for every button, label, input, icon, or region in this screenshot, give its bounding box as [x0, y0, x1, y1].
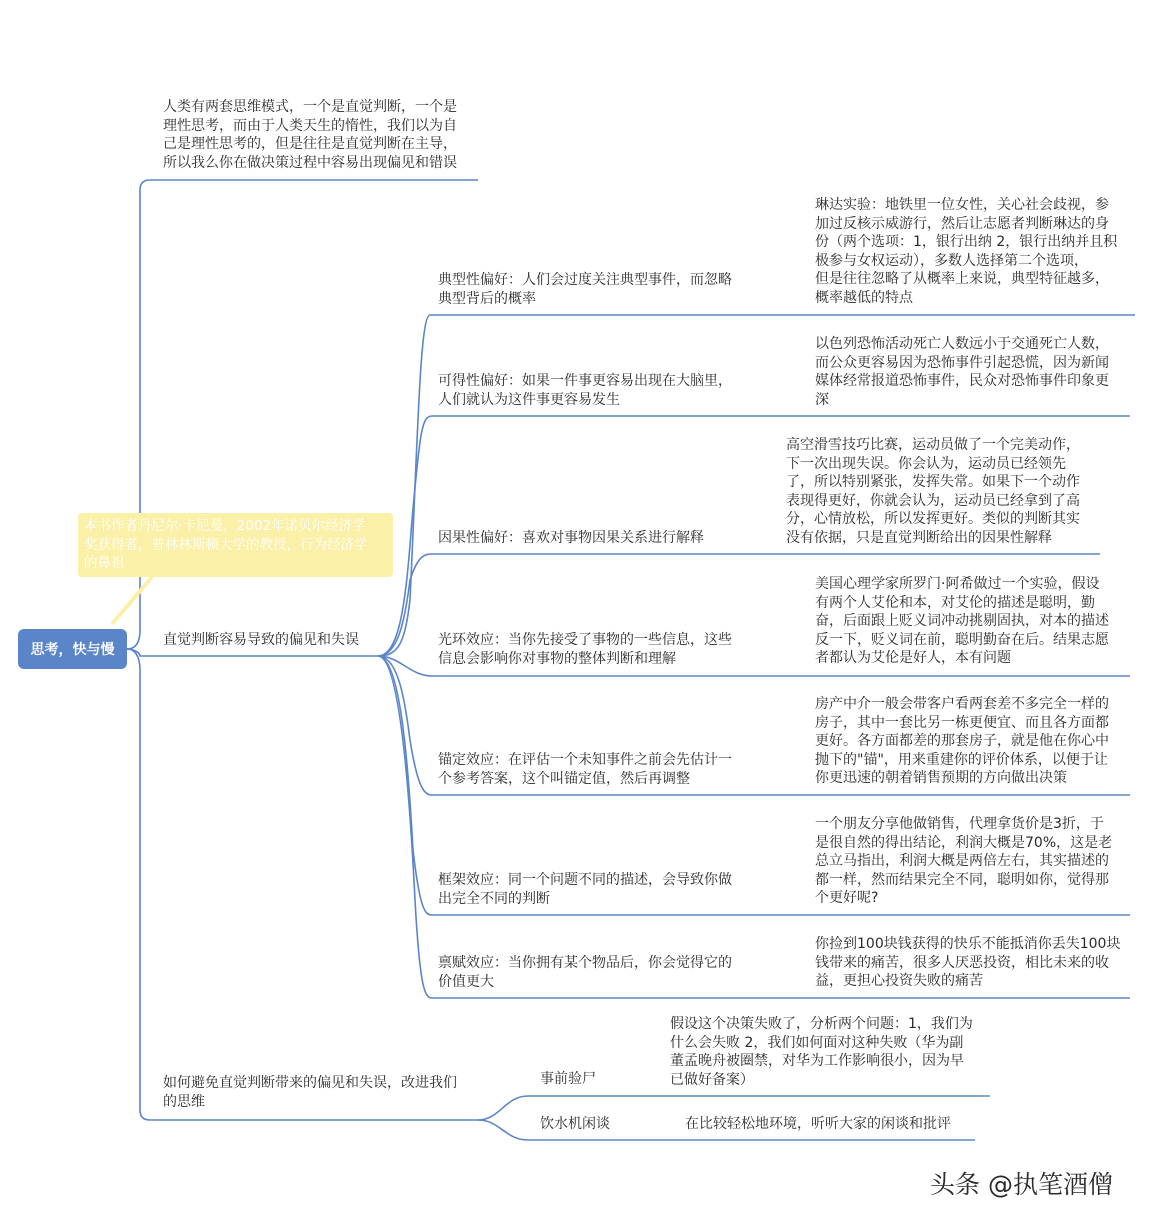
bias-detail-anchoring[interactable]: 房产中介一般会带客户看两套差不多完全一样的 房子，其中一套比另一栋更便宜、而且各方面都 更好。各方面都差的那套房子，就是他在你心中 抛下的"锚"，用来重建你的评价体系，以便于让 你更迅速的朝着销售预期的方向做出决策 [815, 696, 1109, 786]
bias-detail-availability[interactable]: 以色列恐怖活动死亡人数远小于交通死亡人数， 而公众更容易因为恐怖事件引起恐慌，因为新闻 媒体经常报道恐怖事件，民众对恐怖事件印象更 深 [815, 336, 1109, 408]
avoid-item-watercooler[interactable]: 饮水机闲谈 [540, 1116, 610, 1132]
bias-item-halo[interactable]: 光环效应：当你先接受了事物的一些信息，这些 信息会影响你对事物的整体判断和理解 [438, 632, 732, 667]
bias-detail-halo[interactable]: 美国心理学家所罗门·阿希做过一个实验，假设 有两个人艾伦和本，对艾伦的描述是聪明，勤 奋，后面跟上贬义词冲动挑剔固执，对本的描述 反一下，贬义词在前，聪明勤奋在后。结果志愿 者都认为艾伦是好人，本有问题 [815, 576, 1109, 666]
bias-item-anchoring[interactable]: 锚定效应：在评估一个未知事件之前会先估计一 个参考答案，这个叫锚定值，然后再调整 [438, 752, 732, 787]
bias-branch-node[interactable]: 直觉判断容易导致的偏见和失误 [163, 632, 359, 648]
bias-detail-causality[interactable]: 高空滑雪技巧比赛，运动员做了一个完美动作， 下一次出现失误。你会认为，运动员已经领先 了，所以特别紧张，发挥失常。如果下一个动作 表现得更好，你就会认为，运动员已经拿到了高 分，心情放松，所以发挥更好。类似的判断其实 没有依据，只是直觉判断给出的因果性解释 [786, 437, 1080, 546]
avoid-detail-watercooler[interactable]: 在比较轻松地环境，听听大家的闲谈和批评 [685, 1116, 951, 1132]
author-note-text: 本书作者丹尼尔·卡尼曼，2002年诺贝尔经济学 奖获得者，普林林斯顿大学的教授，行为经济学 的鼻祖 [84, 518, 368, 571]
avoid-branch-node[interactable]: 如何避免直觉判断带来的偏见和失误，改进我们 的思维 [163, 1075, 457, 1110]
bias-detail-representativeness[interactable]: 琳达实验：地铁里一位女性，关心社会歧视，参 加过反核示威游行，然后让志愿者判断琳达的身 份（两个选项：1，银行出纳 2，银行出纳并且积 极参与女权运动），多数人选择第二个选项， 但是往往忽略了从概率上来说，典型特征越多， 概率越低的特点 [815, 197, 1118, 306]
root-node[interactable] [18, 629, 127, 669]
bias-item-causality[interactable]: 因果性偏好：喜欢对事物因果关系进行解释 [438, 530, 704, 546]
root-label: 思考，快与慢 [30, 642, 115, 658]
avoid-item-premortem[interactable]: 事前验尸 [540, 1071, 596, 1087]
bias-item-availability[interactable]: 可得性偏好：如果一件事更容易出现在大脑里， 人们就认为这件事更容易发生 [438, 373, 732, 408]
intro-node[interactable]: 人类有两套思维模式，一个是直觉判断，一个是 理性思考，而由于人类天生的惰性，我们以为自 己是理性思考的，但是往往是直觉判断在主导， 所以我么你在做决策过程中容易出现偏见和错误 [163, 99, 457, 171]
bias-detail-endowment[interactable]: 你捡到100块钱获得的快乐不能抵消你丢失100块 钱带来的痛苦，很多人厌恶投资，相比未来的收 益，更担心投资失败的痛苦 [815, 936, 1121, 989]
watermark: 头条 @执笔酒僧 [930, 1170, 1113, 1199]
bias-item-framing[interactable]: 框架效应：同一个问题不同的描述，会导致你做 出完全不同的判断 [438, 872, 732, 907]
bias-item-endowment[interactable]: 禀赋效应：当你拥有某个物品后，你会觉得它的 价值更大 [438, 955, 732, 990]
bias-detail-framing[interactable]: 一个朋友分享他做销售，代理拿货价是3折，于 是很自然的得出结论，利润大概是70%，这是老 总立马指出，利润大概是两倍左右，其实描述的 都一样，然而结果完全不同，聪明如你，觉得那 个更好呢? [815, 816, 1113, 906]
avoid-detail-premortem[interactable]: 假设这个决策失败了，分析两个问题：1，我们为 什么会失败 2，我们如何面对这种失败（华为副 董孟晚舟被圈禁，对华为工作影响很小，因为早 已做好备案） [670, 1016, 973, 1088]
bias-item-representativeness[interactable]: 典型性偏好：人们会过度关注典型事件，而忽略 典型背后的概率 [438, 272, 732, 307]
